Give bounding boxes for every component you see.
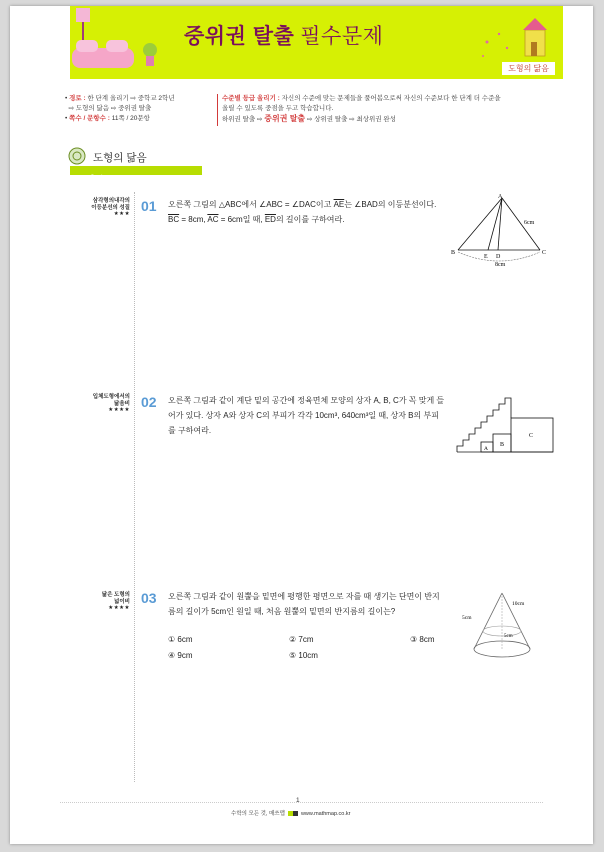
q1-text-b: 는 ∠BAD의 이등분선이다. (344, 200, 437, 209)
q3-choice-2[interactable]: ② 7cm (289, 635, 314, 644)
q3-meta (72, 592, 130, 612)
q2-number: 02 (141, 394, 157, 410)
q2-label-a: A (484, 446, 488, 452)
castle-illustration (477, 12, 557, 67)
banner-title (184, 20, 383, 50)
q1-label-a: A (498, 194, 503, 200)
q2-meta (72, 394, 130, 414)
q1-number: 01 (141, 198, 157, 214)
q1-len-ac: 6cm (524, 220, 535, 226)
q1-text-d: = 6cm일 때, (218, 215, 265, 224)
q1-seg-ac: $\overline{AC}$ (207, 215, 219, 224)
q1-meta-line1: 삼각형의내각의 (92, 198, 130, 204)
section-subtitle: Senior (90, 175, 108, 181)
footer-divider (60, 802, 543, 803)
q3-cone-figure (460, 591, 540, 663)
q3-choice-1[interactable]: ① 6cm (168, 635, 193, 644)
q1-seg-ae: $\overline{AE}$ (333, 200, 345, 209)
q1-triangle-figure (450, 190, 550, 268)
level-text: 자신의 수준에 맞는 문제들을 풀어봄으로써 자신의 수준보다 한 단계 더 수준을 (281, 95, 501, 102)
q1-len-bc: 8cm (495, 262, 506, 268)
q3-meta-line2: 넓이비 (114, 598, 130, 605)
q1-meta (72, 198, 130, 218)
margin-divider (134, 192, 135, 782)
flow-a: 하위권 탈출 ⇨ (222, 116, 263, 123)
q3-len-top: 10cm (512, 601, 525, 607)
footer-slogan: 수학의 모든 것, 매쓰맵 (231, 811, 285, 817)
count-label: 쪽수 / 문항수 : (69, 115, 110, 122)
q2-label-c: C (529, 433, 534, 439)
section-bar (70, 166, 202, 181)
q2-text: 오른쪽 그림과 같이 계단 밑의 공간에 정육면체 모양의 상자 A, B, C가 꼭 맞게 들어가 있다. 상자 A와 상자 C의 부피가 각각 10cm³, 640cm³일 때, 상자 B의 부피를 구하여라. (168, 396, 445, 435)
q1-text (168, 197, 446, 227)
q1-text-c: = 8cm, (179, 215, 208, 224)
banner-title-sub: 필수문제 (300, 25, 384, 48)
section-title: 도형의 닮음 (93, 152, 147, 164)
q3-choice-3[interactable]: ③ 8cm (410, 635, 435, 644)
q3-choice-5[interactable]: ⑤ 10cm (289, 651, 318, 660)
path-text-2: ⇨ 도형의 닮음 ⇨ 중위권 탈출 (68, 105, 152, 112)
topic-chip: 도형의 닮음 (502, 62, 555, 75)
footer-url[interactable]: www.mathmap.co.kr (300, 811, 351, 817)
q1-label-d: D (496, 254, 501, 260)
flow-b: ⇨ 상위권 탈출 ⇨ 최상위권 완성 (306, 116, 396, 123)
q3-number: 03 (141, 590, 157, 606)
worksheet-page (10, 6, 593, 844)
banner-title-main: 중위권 탈출 (184, 25, 295, 48)
q1-stars: ★★★ (113, 211, 130, 217)
q3-meta-line1: 닮은 도형의 (101, 592, 130, 598)
q1-label-e: E (484, 254, 488, 260)
q3-text: 오른쪽 그림과 같이 원뿔을 밑면에 평행한 평면으로 자를 때 생기는 단면이 반지름의 길이가 5cm인 원일 때, 처음 원뿔의 밑면의 반지름의 길이는? (168, 592, 440, 616)
q1-text-e: 의 길이를 구하여라. (275, 215, 345, 224)
q2-stairs-figure (455, 392, 555, 454)
sofa-lamp-illustration (70, 6, 182, 79)
q1-label-c: C (542, 250, 547, 256)
path-label: 경로 : (69, 95, 86, 102)
q2-stars: ★★★★ (108, 407, 130, 413)
page-number: 1 (296, 797, 300, 804)
flow-highlight: 중위권 탈출 (264, 114, 306, 123)
q1-seg-bc: $\overline{BC}$ (168, 215, 180, 224)
info-left: • 경로 : 한 단계 올리기 ⇨ 중학교 2학년 ⇨ 도형의 닮음 ⇨ 중위권 탈출 • 쪽수 / 문항수 : 11쪽 / 20문항 (65, 95, 175, 122)
q2-meta-line2: 닮음비 (114, 400, 130, 407)
info-right (222, 94, 557, 125)
q3-len-inner: 5cm (504, 634, 513, 639)
q2-label-b: B (500, 442, 505, 448)
snail-icon (65, 146, 89, 166)
q1-seg-ed: $\overline{ED}$ (264, 215, 276, 224)
level-text-2: 올릴 수 있도록 중점을 두고 학습합니다. (222, 105, 334, 112)
q3-choice-4[interactable]: ④ 9cm (168, 651, 193, 660)
level-label: 수준별 등급 올리기 : (222, 95, 280, 102)
q1-meta-line2: 이등분선의 성질 (91, 204, 130, 211)
q3-stars: ★★★★ (108, 605, 130, 611)
q1-text-a: 오른쪽 그림의 △ABC에서 ∠ABC = ∠DAC이고 (168, 200, 334, 209)
count-text: 11쪽 / 20문항 (111, 115, 150, 122)
footer-text (231, 809, 350, 817)
q2-meta-line1: 입체도형에서의 (92, 394, 130, 400)
q1-label-b: B (451, 250, 456, 256)
header-banner (70, 6, 563, 79)
footer-square-icon (293, 811, 298, 816)
info-divider (217, 94, 218, 126)
path-text: 한 단계 올리기 ⇨ 중학교 2학년 (87, 95, 175, 102)
q3-len-side: 5cm (462, 615, 472, 621)
